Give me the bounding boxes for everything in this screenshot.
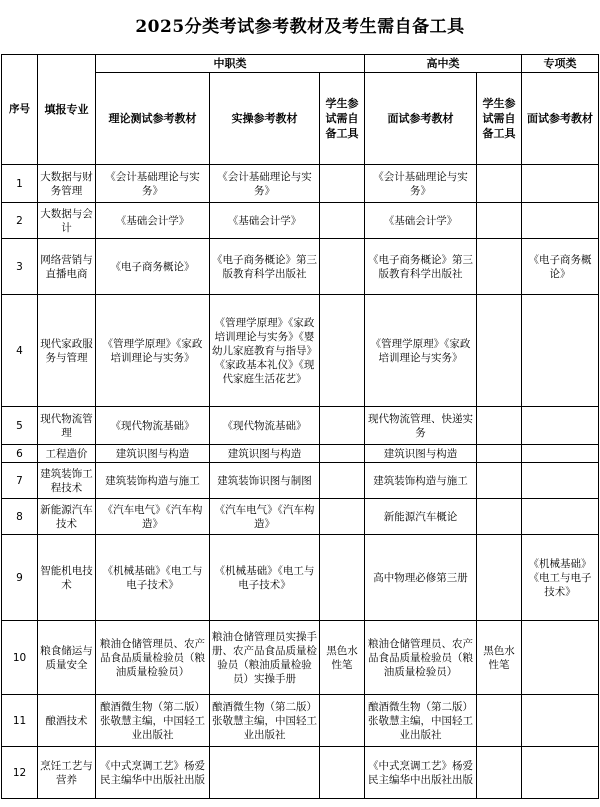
table-row: [2, 463, 599, 499]
header-interview-zhuanxiang: 面试参考教材: [522, 73, 599, 165]
table-row: [2, 203, 599, 239]
cell-major: 酿酒技术: [38, 695, 96, 747]
cell-seq: 8: [2, 499, 38, 535]
cell-tools-zhongzhi: [320, 445, 365, 463]
cell-interview-zhuanxiang: 《电子商务概论》: [522, 239, 599, 295]
cell-tools-gaozhong: [477, 535, 522, 621]
document-title: 2025分类考试参考教材及考生需自备工具: [135, 17, 465, 37]
cell-seq: 2: [2, 203, 38, 239]
cell-major: 智能机电技术: [38, 535, 96, 621]
cell-theory: 《管理学原理》《家政培训理论与实务》: [96, 295, 210, 407]
cell-tools-gaozhong: [477, 165, 522, 203]
cell-tools-zhongzhi: [320, 165, 365, 203]
cell-practice: 《电子商务概论》第三版教育科学出版社: [210, 239, 320, 295]
cell-major: 大数据与财务管理: [38, 165, 96, 203]
cell-seq: 7: [2, 463, 38, 499]
cell-interview-zhuanxiang: [522, 295, 599, 407]
cell-practice: 建筑识图与构造: [210, 445, 320, 463]
table-row: [2, 747, 599, 799]
cell-tools-gaozhong: [477, 295, 522, 407]
cell-major: 现代家政服务与管理: [38, 295, 96, 407]
cell-tools-gaozhong: [477, 499, 522, 535]
cell-theory: 《汽车电气》《汽车构造》: [96, 499, 210, 535]
table-row: [2, 695, 599, 747]
cell-interview-zhuanxiang: [522, 165, 599, 203]
table-row: [2, 499, 599, 535]
cell-interview-zhuanxiang: [522, 445, 599, 463]
cell-interview-gaozhong: 新能源汽车概论: [365, 499, 477, 535]
cell-practice: 《基础会计学》: [210, 203, 320, 239]
cell-practice: 《汽车电气》《汽车构造》: [210, 499, 320, 535]
cell-tools-gaozhong: 黑色水性笔: [477, 621, 522, 695]
cell-tools-gaozhong: [477, 203, 522, 239]
table-row: [2, 535, 599, 621]
cell-tools-zhongzhi: [320, 535, 365, 621]
cell-interview-gaozhong: 粮油仓储管理员、农产品食品质量检验员（粮油质量检验员）: [365, 621, 477, 695]
cell-tools-gaozhong: [477, 747, 522, 799]
cell-seq: 11: [2, 695, 38, 747]
cell-practice: 《机械基础》《电工与电子技术》: [210, 535, 320, 621]
cell-practice: 粮油仓储管理员实操手册、农产品食品质量检验员（粮油质量检验员）实操手册: [210, 621, 320, 695]
cell-theory: 《电子商务概论》: [96, 239, 210, 295]
cell-theory: 《现代物流基础》: [96, 407, 210, 445]
cell-theory: 《中式烹调工艺》杨爱民主编华中出版社出版: [96, 747, 210, 799]
cell-seq: 10: [2, 621, 38, 695]
cell-tools-zhongzhi: [320, 239, 365, 295]
cell-major: 新能源汽车技术: [38, 499, 96, 535]
header-theory: 理论测试参考教材: [96, 73, 210, 165]
cell-tools-gaozhong: [477, 695, 522, 747]
cell-interview-gaozhong: 《管理学原理》《家政培训理论与实务》: [365, 295, 477, 407]
cell-practice: 《现代物流基础》: [210, 407, 320, 445]
cell-interview-gaozhong: 《会计基础理论与实务》: [365, 165, 477, 203]
cell-tools-zhongzhi: [320, 295, 365, 407]
table-row: [2, 445, 599, 463]
cell-practice: 酿酒微生物（第二版）张敬慧主编，中国轻工业出版社: [210, 695, 320, 747]
cell-interview-zhuanxiang: [522, 499, 599, 535]
cell-theory: 建筑识图与构造: [96, 445, 210, 463]
cell-theory: 《会计基础理论与实务》: [96, 165, 210, 203]
cell-interview-gaozhong: 《基础会计学》: [365, 203, 477, 239]
cell-theory: 建筑装饰构造与施工: [96, 463, 210, 499]
cell-interview-gaozhong: 高中物理必修第三册: [365, 535, 477, 621]
header-zhongzhi: 中职类: [96, 55, 365, 73]
cell-interview-gaozhong: 建筑识图与构造: [365, 445, 477, 463]
cell-seq: 4: [2, 295, 38, 407]
table-row: [2, 295, 599, 407]
cell-tools-zhongzhi: [320, 203, 365, 239]
header-tools-zhongzhi: 学生参试需自备工具: [320, 73, 365, 165]
cell-interview-gaozhong: 《中式烹调工艺》杨爱民主编华中出版社出版: [365, 747, 477, 799]
cell-theory: 《机械基础》《电工与电子技术》: [96, 535, 210, 621]
cell-tools-gaozhong: [477, 445, 522, 463]
cell-seq: 6: [2, 445, 38, 463]
table-row: [2, 165, 599, 203]
cell-seq: 5: [2, 407, 38, 445]
cell-major: 粮食储运与质量安全: [38, 621, 96, 695]
cell-major: 网络营销与直播电商: [38, 239, 96, 295]
cell-major: 建筑装饰工程技术: [38, 463, 96, 499]
cell-interview-zhuanxiang: 《机械基础》《电工与电子技术》: [522, 535, 599, 621]
cell-interview-zhuanxiang: [522, 463, 599, 499]
cell-tools-zhongzhi: [320, 463, 365, 499]
cell-major: 现代物流管理: [38, 407, 96, 445]
cell-major: 烹饪工艺与营养: [38, 747, 96, 799]
cell-tools-zhongzhi: 黑色水性笔: [320, 621, 365, 695]
cell-interview-gaozhong: 建筑装饰构造与施工: [365, 463, 477, 499]
cell-practice: [210, 747, 320, 799]
cell-tools-zhongzhi: [320, 407, 365, 445]
cell-seq: 9: [2, 535, 38, 621]
table-row: [2, 407, 599, 445]
cell-interview-zhuanxiang: [522, 407, 599, 445]
cell-interview-gaozhong: 现代物流管理、快递实务: [365, 407, 477, 445]
cell-seq: 1: [2, 165, 38, 203]
cell-practice: 《管理学原理》《家政培训理论与实务》《婴幼儿家庭教育与指导》《家政基本礼仪》《现代家庭生活花艺》: [210, 295, 320, 407]
cell-interview-zhuanxiang: [522, 695, 599, 747]
cell-interview-gaozhong: 《电子商务概论》第三版教育科学出版社: [365, 239, 477, 295]
cell-tools-zhongzhi: [320, 747, 365, 799]
cell-interview-gaozhong: 酿酒微生物（第二版）张敬慧主编，中国轻工业出版社: [365, 695, 477, 747]
cell-theory: 《基础会计学》: [96, 203, 210, 239]
reference-table: [1, 54, 599, 799]
header-tools-gaozhong: 学生参试需自备工具: [477, 73, 522, 165]
cell-theory: 粮油仓储管理员、农产品食品质量检验员（粮油质量检验员）: [96, 621, 210, 695]
cell-interview-zhuanxiang: [522, 747, 599, 799]
cell-tools-zhongzhi: [320, 499, 365, 535]
table-row: [2, 621, 599, 695]
cell-major: 工程造价: [38, 445, 96, 463]
cell-tools-gaozhong: [477, 239, 522, 295]
cell-major: 大数据与会计: [38, 203, 96, 239]
cell-tools-zhongzhi: [320, 695, 365, 747]
header-major: 填报专业: [38, 55, 96, 165]
header-practice: 实操参考教材: [210, 73, 320, 165]
header-zhuanxiang: 专项类: [522, 55, 599, 73]
header-seq: 序号: [2, 55, 38, 165]
cell-tools-gaozhong: [477, 407, 522, 445]
cell-seq: 12: [2, 747, 38, 799]
cell-interview-zhuanxiang: [522, 621, 599, 695]
cell-practice: 建筑装饰识图与制图: [210, 463, 320, 499]
cell-theory: 酿酒微生物（第二版）张敬慧主编，中国轻工业出版社: [96, 695, 210, 747]
cell-interview-zhuanxiang: [522, 203, 599, 239]
table-row: [2, 239, 599, 295]
header-gaozhong: 高中类: [365, 55, 522, 73]
cell-tools-gaozhong: [477, 463, 522, 499]
cell-practice: 《会计基础理论与实务》: [210, 165, 320, 203]
cell-seq: 3: [2, 239, 38, 295]
header-interview-gaozhong: 面试参考教材: [365, 73, 477, 165]
